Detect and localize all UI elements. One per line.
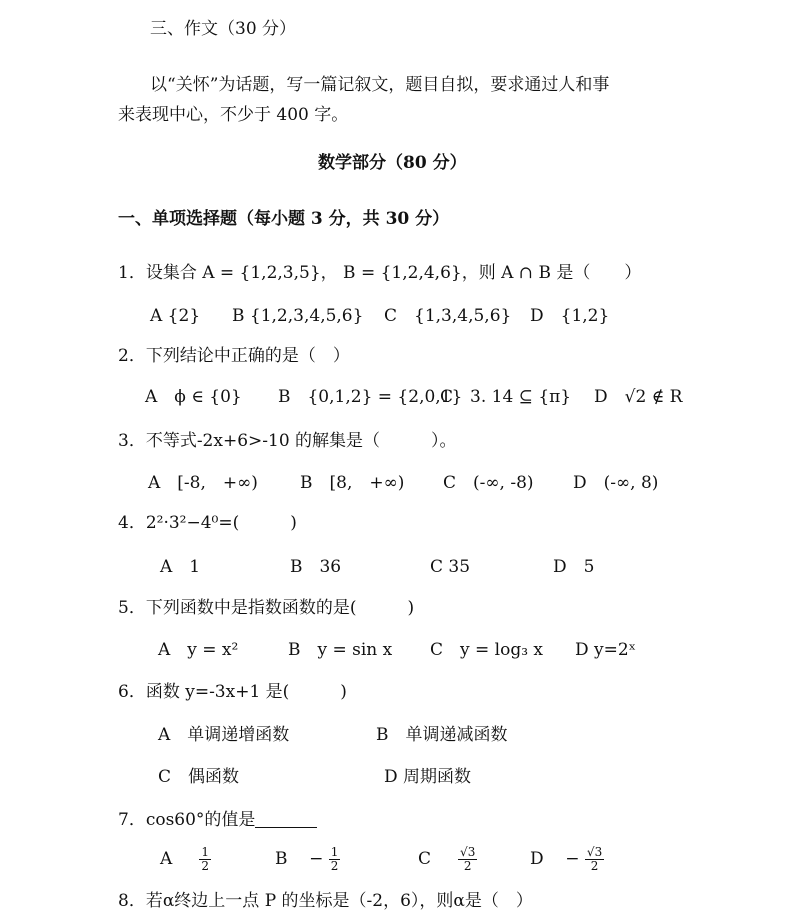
q7-option-c-fraction <box>458 846 477 873</box>
fraction-numerator: 1 <box>201 845 209 859</box>
fraction-numerator: √3 <box>460 845 476 859</box>
q1-option-d: D {1,2} <box>530 306 610 326</box>
q6-option-c: C 偶函数 <box>158 767 240 787</box>
fraction-denominator: 2 <box>201 859 209 873</box>
fraction-numerator: √3 <box>586 845 603 859</box>
q4-expression: 2²·3²−4⁰=( ) <box>145 513 297 533</box>
fraction-denominator: 2 <box>463 859 472 873</box>
fraction-denominator: 2 <box>330 859 339 873</box>
q6-option-b: B 单调递减函数 <box>376 725 508 745</box>
q7-option-b <box>275 846 340 873</box>
q3-stem: 3．不等式-2x+6>-10 的解集是（ ）。 <box>118 431 457 451</box>
fraction-numerator: 1 <box>330 845 339 859</box>
essay-prompt-line2: 来表现中心，不少于 400 字。 <box>118 105 349 125</box>
q5-option-c: C y = log₃ x <box>430 640 544 660</box>
q3-option-b: B [8, +∞) <box>300 473 405 493</box>
essay-heading: 三、作文（30 分） <box>150 19 297 39</box>
q2-stem: 2．下列结论中正确的是（ ） <box>118 346 350 366</box>
q7-stem <box>118 809 317 831</box>
q1-stem: 1．设集合 A = {1,2,3,5}， B = {1,2,4,6}，则 A ∩ B 是（ ） <box>118 263 642 283</box>
q1-option-b: B {1,2,3,4,5,6} <box>232 306 364 326</box>
q5-option-a: A y = x² <box>158 640 239 660</box>
q7-option-a-fraction <box>199 846 211 873</box>
q8-stem: 8．若α终边上一点 P 的坐标是（-2，6），则α是（ ） <box>118 891 533 911</box>
q4-number: 4． <box>118 513 146 533</box>
q4-option-d: D 5 <box>553 557 595 577</box>
q4-option-a: A 1 <box>160 557 201 577</box>
q7-stem-text: 7．cos60°的值是 <box>118 810 256 830</box>
minus-sign: − <box>565 849 580 869</box>
fraction-denominator: 2 <box>590 859 599 873</box>
q6-stem: 6．函数 y=-3x+1 是( ) <box>118 682 347 702</box>
q6-option-d: D 周期函数 <box>384 767 472 787</box>
q7-option-c <box>418 846 477 873</box>
q6-option-a: A 单调递增函数 <box>158 725 290 745</box>
essay-prompt-line1: 以“关怀”为话题，写一篇记叙文，题目自拟，要求通过人和事 <box>150 75 610 95</box>
q7-option-c-label: C <box>418 849 432 869</box>
q5-stem: 5．下列函数中是指数函数的是( ) <box>118 598 415 618</box>
q1-option-a: A {2} <box>150 306 201 326</box>
q3-option-c: C (-∞, -8) <box>443 473 534 493</box>
q7-option-b-label: B <box>275 849 288 869</box>
q7-option-a-label: A <box>160 849 173 869</box>
q7-option-d-label: D <box>530 849 544 869</box>
q4-stem <box>118 512 297 534</box>
q3-option-a: A [-8, +∞) <box>148 473 258 493</box>
q5-option-d: D y=2ˣ <box>575 640 636 660</box>
q3-option-d: D (-∞, 8) <box>573 473 659 493</box>
q1-option-c: C {1,3,4,5,6} <box>384 306 512 326</box>
math-section-title: 数学部分（80 分） <box>318 153 467 173</box>
q2-option-d: D √2 ∉ R <box>594 387 683 407</box>
q7-option-d-fraction <box>585 846 604 873</box>
q2-option-b: B {0,1,2} = {2,0,1} <box>278 387 463 407</box>
q7-option-a <box>160 846 211 873</box>
q7-answer-blank <box>255 809 317 828</box>
q4-option-c: C 35 <box>430 557 471 577</box>
q7-option-d <box>530 846 604 873</box>
q2-option-c: C 3. 14 ⊆ {π} <box>440 387 572 407</box>
minus-sign: − <box>309 849 324 869</box>
q4-option-b: B 36 <box>290 557 342 577</box>
choice-section-heading: 一、单项选择题（每小题 3 分，共 30 分） <box>118 209 450 229</box>
q5-option-b: B y = sin x <box>288 640 393 660</box>
q7-option-b-fraction <box>329 846 341 873</box>
q2-option-a: A ϕ ∈ {0} <box>145 387 242 407</box>
